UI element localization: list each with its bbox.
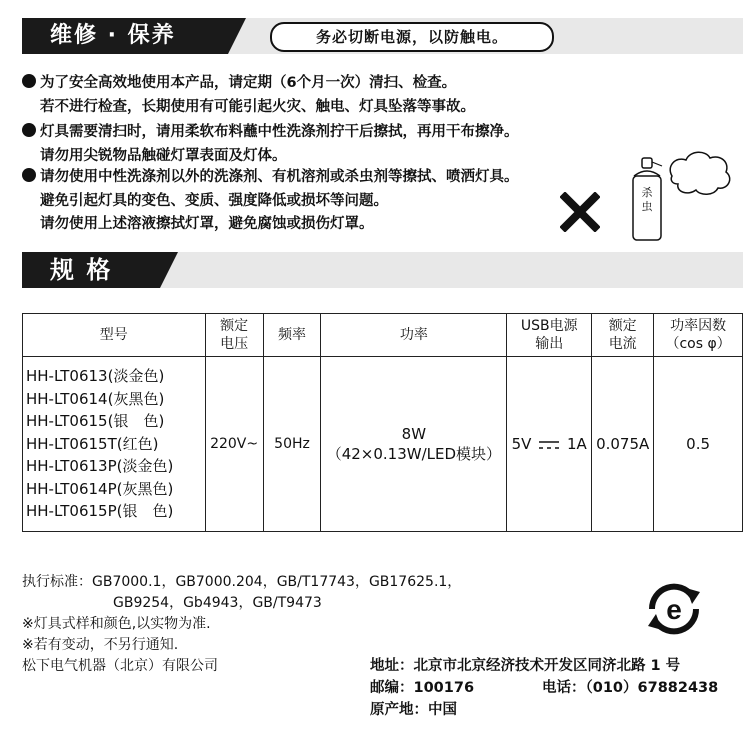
model-item: HH-LT0613P(淡金色): [26, 457, 174, 476]
table-header-row: [23, 314, 743, 357]
table-row: [23, 357, 743, 532]
header-current: 额定 电流: [592, 314, 654, 357]
header-model: 型号: [23, 314, 206, 357]
spray-can-label: 杀 虫: [641, 186, 653, 213]
note-changes: ※若有变动，不另行通知.: [22, 637, 179, 653]
standards-line-1: 执行标准：GB7000.1，GB7000.204，GB/T17743，GB17625.1，: [22, 574, 462, 590]
maintenance-paragraph-7: 请勿使用上述溶液擦拭灯罩，避免腐蚀或损伤灯罩。: [40, 216, 374, 232]
maintenance-paragraph-2: 若不进行检查，长期使用有可能引起火灾、触电、灯具坠落等事故。: [40, 99, 475, 115]
postcode-line: 邮编：100176: [370, 680, 475, 696]
header-power-factor: 功率因数 （cos φ）: [654, 314, 743, 357]
bullet-icon: [22, 123, 36, 137]
maintenance-paragraph-6: 避免引起灯具的变色、变质、强度降低或损坏等问题。: [40, 193, 388, 209]
bullet-icon: [22, 168, 36, 182]
model-item: HH-LT0613(淡金色): [26, 367, 165, 386]
phone-line: 电话：（010）67882438: [542, 680, 719, 696]
prohibited-cross-icon: [560, 192, 600, 232]
dc-symbol-icon: [538, 440, 560, 450]
company-name: 松下电气机器（北京）有限公司: [22, 658, 218, 674]
header-voltage: 额定 电压: [205, 314, 263, 357]
origin-line: 原产地：中国: [370, 702, 457, 718]
frequency-cell: 50Hz: [263, 357, 321, 532]
power-off-warning: 务必切断电源，以防触电。: [270, 22, 554, 52]
environmental-logo-icon: [640, 578, 708, 640]
power-factor-cell: 0.5: [654, 357, 743, 532]
usb-output-cell: 5V 1A: [507, 357, 592, 532]
bullet-icon: [22, 74, 36, 88]
model-item: HH-LT0614P(灰黑色): [26, 479, 174, 498]
header-power: 功率: [321, 314, 507, 357]
address-line: 地址：北京市北京经济技术开发区同济北路 1 号: [370, 658, 681, 674]
note-style-color: ※灯具式样和颜色,以实物为准.: [22, 616, 211, 632]
power-cell: 8W （42×0.13W/LED模块）: [321, 357, 507, 532]
maintenance-paragraph-5: 请勿使用中性洗涤剂以外的洗涤剂、有机溶剂或杀虫剂等擦拭、喷洒灯具。: [22, 165, 519, 189]
model-item: HH-LT0615P(银 色): [26, 502, 174, 521]
current-cell: 0.075A: [592, 357, 654, 532]
specs-heading: 规 格: [22, 252, 160, 288]
voltage-cell: 220V~: [205, 357, 263, 532]
svg-text:e: e: [666, 594, 682, 625]
specs-header: [22, 252, 743, 288]
spec-table: [22, 313, 743, 532]
header-frequency: 频率: [263, 314, 321, 357]
standards-line-2: GB9254，Gb4943，GB/T9473: [113, 595, 322, 611]
model-item: HH-LT0614(灰黑色): [26, 389, 165, 408]
model-item: HH-LT0615T(红色): [26, 434, 159, 453]
maintenance-paragraph-1: 为了安全高效地使用本产品，请定期（6个月一次）清扫、检查。: [22, 71, 456, 95]
header-usb: USB电源 输出: [507, 314, 592, 357]
model-item: HH-LT0615(银 色): [26, 412, 165, 431]
maintenance-heading: 维修 · 保养: [22, 18, 228, 54]
model-list-cell: [23, 357, 206, 532]
maintenance-paragraph-3: 灯具需要清扫时，请用柔软布料蘸中性洗涤剂拧干后擦拭，再用干布擦净。: [22, 120, 519, 144]
maintenance-paragraph-4: 请勿用尖锐物品触碰灯罩表面及灯体。: [40, 148, 287, 164]
